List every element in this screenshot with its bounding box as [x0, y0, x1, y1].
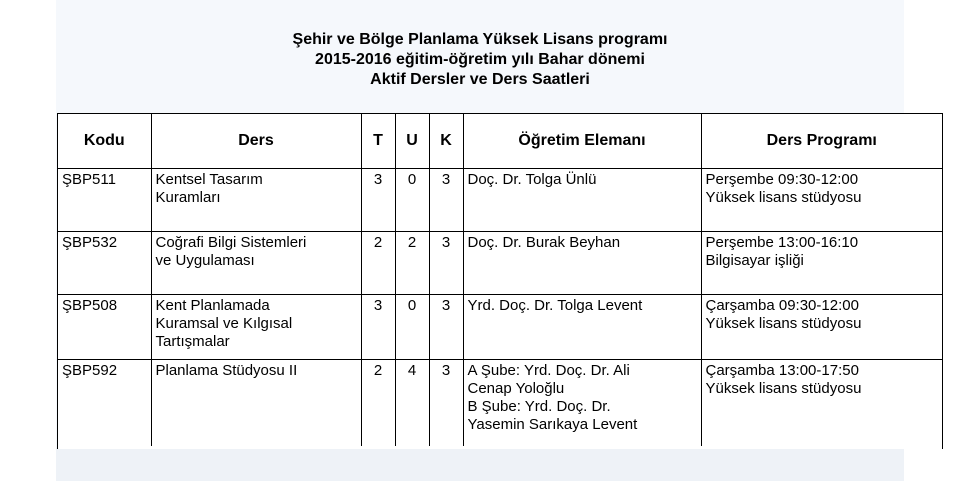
instructor-line: Doç. Dr. Tolga Ünlü	[467, 171, 597, 188]
schedule-room: Bilgisayar işliği	[705, 252, 804, 269]
course-line: Planlama Stüdyosu II	[155, 362, 298, 379]
schedule-time: Çarşamba 09:30-12:00	[705, 297, 859, 314]
instructor-line: Yasemin Sarıkaya Levent	[467, 416, 638, 433]
course-line: Coğrafi Bilgi Sistemleri	[155, 234, 307, 251]
cell-schedule	[701, 360, 942, 447]
course-line: Kent Planlamada	[155, 297, 270, 314]
cell-course	[151, 295, 361, 360]
cell-instructor	[463, 360, 701, 447]
cell-code: ŞBP508	[58, 295, 151, 360]
cell-code: ŞBP532	[58, 232, 151, 295]
cell-u: 2	[395, 232, 429, 295]
table-row	[58, 360, 942, 447]
schedule-room: Yüksek lisans stüdyosu	[705, 380, 862, 397]
instructor-line: A Şube: Yrd. Doç. Dr. Ali	[467, 362, 630, 379]
cell-k: 3	[429, 169, 463, 232]
cell-t: 3	[361, 169, 395, 232]
course-line: ve Uygulaması	[155, 252, 255, 269]
cell-k: 3	[429, 232, 463, 295]
table-header-row	[58, 114, 942, 169]
table-row	[58, 232, 942, 295]
header-schedule: Ders Programı	[701, 114, 942, 169]
course-line: Kuramları	[155, 189, 221, 206]
cell-schedule	[701, 232, 942, 295]
cell-course	[151, 232, 361, 295]
cell-schedule	[701, 169, 942, 232]
course-table	[58, 114, 942, 446]
heading-subtitle: Aktif Dersler ve Ders Saatleri	[370, 71, 590, 88]
schedule-room: Yüksek lisans stüdyosu	[705, 315, 862, 332]
cell-t: 2	[361, 232, 395, 295]
course-line: Tartışmalar	[155, 333, 230, 350]
cell-u: 0	[395, 169, 429, 232]
instructor-line: Doç. Dr. Burak Beyhan	[467, 234, 621, 251]
header-course: Ders	[151, 114, 361, 169]
header-code: Kodu	[58, 114, 151, 169]
instructor-line: Cenap Yoloğlu	[467, 380, 565, 397]
instructor-line: B Şube: Yrd. Doç. Dr.	[467, 398, 611, 415]
page-bottom-strip	[56, 448, 904, 481]
schedule-time: Perşembe 09:30-12:00	[705, 171, 859, 188]
header-t: T	[361, 114, 395, 169]
course-line: Kuramsal ve Kılgısal	[155, 315, 293, 332]
table-row	[58, 295, 942, 360]
instructor-line: Yrd. Doç. Dr. Tolga Levent	[467, 297, 643, 314]
cell-code: ŞBP511	[58, 169, 151, 232]
heading-term: 2015-2016 eğitim-öğretim yılı Bahar dönemi	[315, 51, 645, 68]
header-k: K	[429, 114, 463, 169]
cell-t: 3	[361, 295, 395, 360]
cell-instructor	[463, 169, 701, 232]
heading-program: Şehir ve Bölge Planlama Yüksek Lisans programı	[292, 31, 668, 48]
cell-k: 3	[429, 360, 463, 447]
course-line: Kentsel Tasarım	[155, 171, 263, 188]
cell-course	[151, 169, 361, 232]
table-row	[58, 169, 942, 232]
schedule-time: Çarşamba 13:00-17:50	[705, 362, 859, 379]
course-table-container	[57, 113, 943, 449]
cell-course	[151, 360, 361, 447]
schedule-room: Yüksek lisans stüdyosu	[705, 189, 862, 206]
header-instructor: Öğretim Elemanı	[463, 114, 701, 169]
cell-u: 0	[395, 295, 429, 360]
header-u: U	[395, 114, 429, 169]
schedule-time: Perşembe 13:00-16:10	[705, 234, 859, 251]
cell-k: 3	[429, 295, 463, 360]
cell-instructor	[463, 232, 701, 295]
document-heading	[56, 30, 904, 90]
cell-t: 2	[361, 360, 395, 447]
cell-u: 4	[395, 360, 429, 447]
cell-schedule	[701, 295, 942, 360]
cell-instructor	[463, 295, 701, 360]
cell-code: ŞBP592	[58, 360, 151, 447]
